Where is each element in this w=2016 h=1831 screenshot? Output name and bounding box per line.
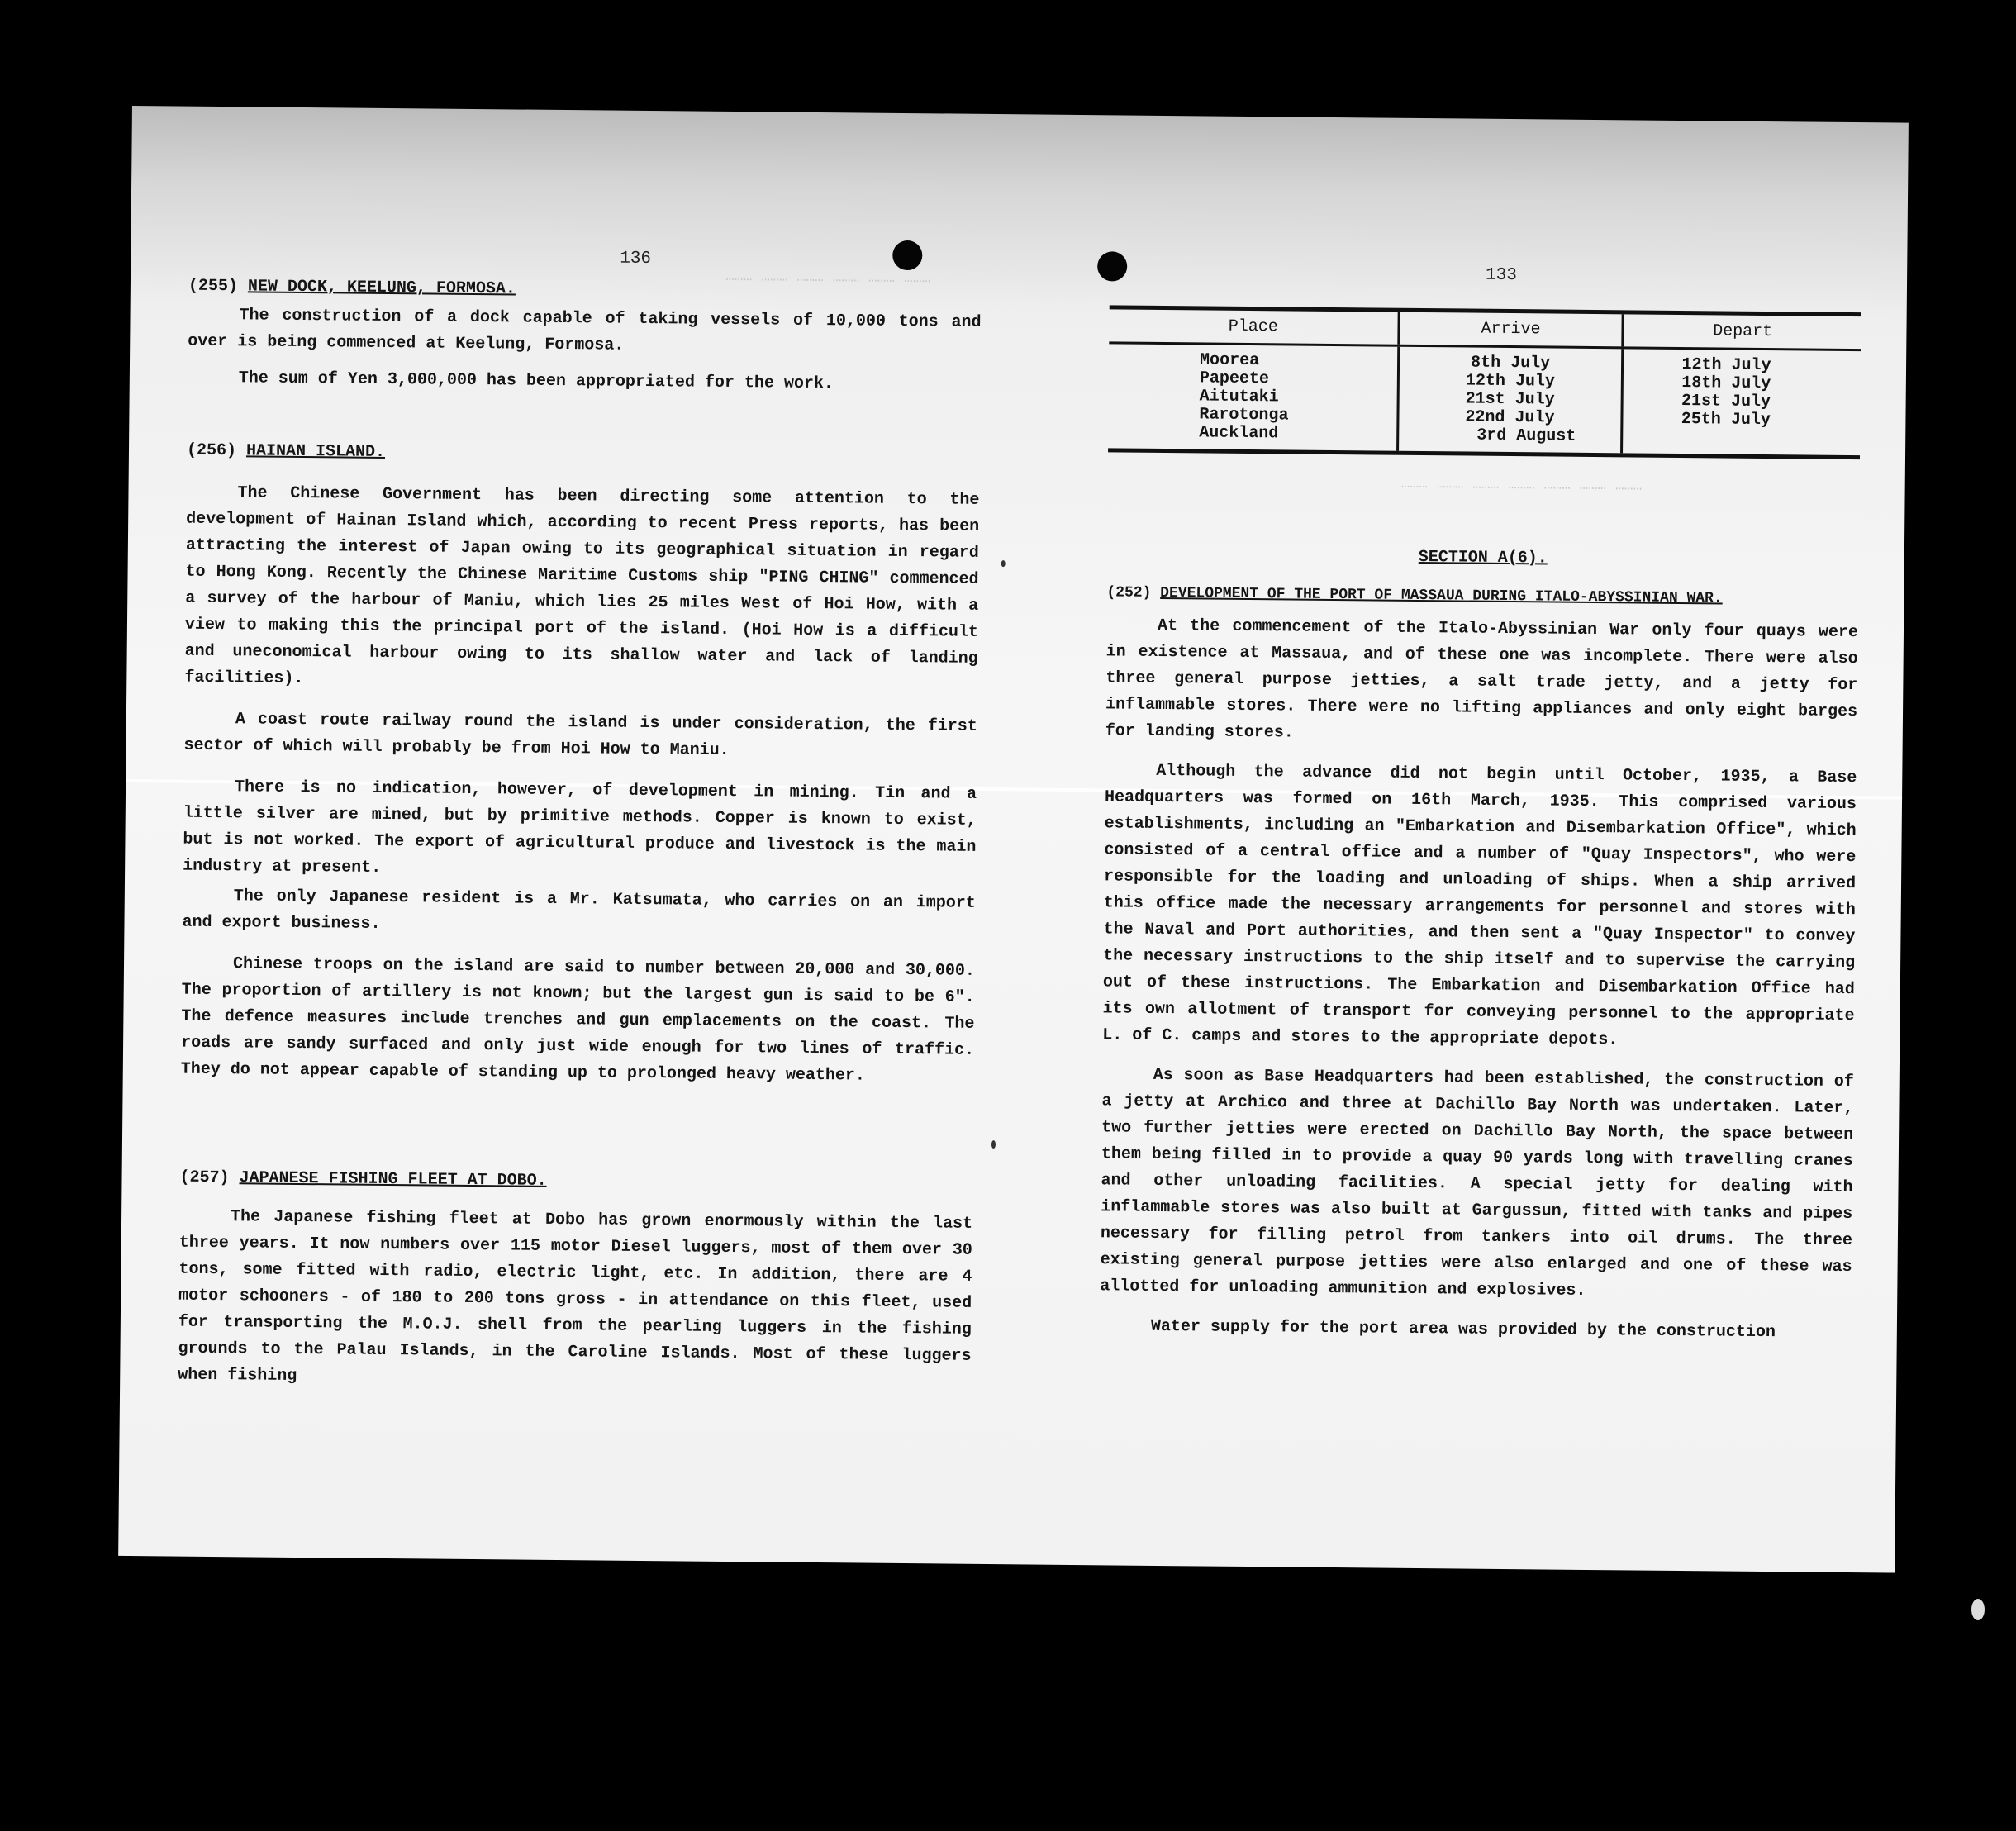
paragraph: There is no indication, however, of development in mining. Tin and a little silver are mined, but by primitive methods. Copper is known to exist, but is not worked. The export of agricultural produce and livestock is the main industry at present. (183, 778, 977, 877)
depart-cell: 25th July (1681, 410, 1771, 430)
schedule-table-wrap (1108, 305, 1861, 459)
paragraph: As soon as Base Headquarters had been established, the construction of a jetty at Archico and three at Dachillo Bay North was undertaken. Later, two further jetties were erected on Dachillo Bay North, the space between them being filled in to provide a quay 90 yards long with travelling cranes and other unloading facilities. A special jetty for dealing with inflammable stores was also built at Gargussun, fitted with tanks and pipes necessary for filling petrol from tankers into oil drums. The three existing general purpose jetties were also enlarged and one of these was allotted for unloading ammunition and explosives. (1100, 1065, 1854, 1301)
paragraph: The sum of Yen 3,000,000 has been appropriated for the work. (238, 369, 834, 394)
paragraph: At the commencement of the Italo-Abyssinian War only four quays were in existence at Massaua, and of these one was incomplete. There were also three general purpose jetties, a salt trade jetty, and a jetty for inflammable stores. There were no lifting appliances and only eight barges for landing stores. (1105, 616, 1859, 743)
section-label: SECTION A(6). (1418, 547, 1548, 568)
section-257 (178, 1168, 973, 1396)
section-number: (252) (1106, 584, 1152, 602)
binder-hole-right (1097, 251, 1127, 281)
section-number: (257) (179, 1168, 230, 1188)
section-255 (188, 277, 982, 399)
column-header-depart: Depart (1623, 312, 1861, 350)
place-cell: Rarotonga (1199, 405, 1289, 426)
arrive-cell: 3rd August (1476, 426, 1576, 446)
right-page (1100, 115, 1863, 1343)
paragraph: The only Japanese resident is a Mr. Katsumata, who carries on an import and export business. (182, 887, 976, 934)
place-column (1108, 343, 1398, 453)
document-sheet (118, 106, 1909, 1573)
section-heading (187, 441, 980, 468)
bleed-through-text: ……… ……… ……… ……… ……… ……… (725, 268, 931, 288)
depart-cell: 21st July (1681, 392, 1771, 412)
section-title: JAPANESE FISHING FLEET AT DOBO. (239, 1168, 547, 1191)
paragraph: The Chinese Government has been directing some attention to the development of Hainan Island which, according to recent Press reports, has been attracting the interest of Japan owing to its geographical situation in regard to Hong Kong. Recently the Chinese Maritime Customs ship "PING CHING" commenced a survey of the harbour of Maniu, which lies 25 miles West of Hoi How, with a view to making this the principal port of the island. (Hoi How is a difficult and uneconomical harbour owing to its shallow water and lack of landing facilities). (184, 483, 980, 689)
depart-cell: 18th July (1681, 373, 1771, 394)
bleed-through-text: ……… ……… ……… ……… ……… ……… ……… (1400, 475, 1643, 495)
column-header-place: Place (1109, 307, 1399, 345)
stray-mark (1001, 560, 1006, 567)
section-heading-a6 (1107, 545, 1859, 571)
paragraph: A coast route railway round the island is under consideration, the first sector of which will probably be from Hoi How to Maniu. (183, 710, 977, 760)
arrive-column (1397, 345, 1623, 455)
stray-mark (991, 1140, 996, 1149)
schedule-table (1108, 305, 1861, 459)
depart-cell: 12th July (1681, 355, 1771, 376)
section-number: (256) (186, 440, 237, 461)
section-number: (255) (188, 276, 239, 297)
depart-column (1622, 348, 1861, 458)
section-252 (1100, 584, 1859, 1347)
arrive-cell: 21st July (1465, 389, 1555, 410)
paragraph: Water supply for the port area was provided by the construction (1150, 1316, 1776, 1343)
place-cell: Auckland (1199, 423, 1279, 444)
section-title: DEVELOPMENT OF THE PORT OF MASSAUA DURING ITALO-ABYSSINIAN WAR. (1160, 584, 1723, 607)
place-cell: Aitutaki (1199, 387, 1279, 407)
section-heading (179, 1168, 972, 1195)
page-number: 133 (1485, 265, 1518, 286)
stray-mark (1971, 1599, 1985, 1620)
section-heading (1106, 584, 1858, 608)
section-title: NEW DOCK, KEELUNG, FORMOSA. (247, 277, 516, 299)
left-page (178, 107, 983, 1386)
arrive-cell: 12th July (1465, 371, 1556, 392)
paragraph: The construction of a dock capable of taking vessels of 10,000 tons and over is being commenced at Keelung, Formosa. (188, 306, 982, 355)
paragraph: Chinese troops on the island are said to number between 20,000 and 30,000. The proportion of artillery is not known; but the largest gun is said to be 6". The defence measures include trenches and gun emplacements on the coast. The roads are sandy surfaced and only just wide enough for two lines of traffic. They do not appear capable of standing up to prolonged heavy weather. (180, 954, 976, 1086)
section-title: HAINAN ISLAND. (245, 441, 386, 462)
arrive-cell: 22nd July (1465, 407, 1555, 428)
arrive-cell: 8th July (1470, 353, 1551, 373)
paragraph: Although the advance did not begin until October, 1935, a Base Headquarters was formed on 16th March, 1935. This comprised various establishments, including an "Embarkation and Disembarkation Office", which consisted of a central office and a number of "Quay Inspectors", who were responsible for the loading and unloading of ships. When a ship arrived this office made the necessary arrangements for personnel and stores with the Naval and Port authorities, and then sent a "Quay Inspector" to convey the necessary instructions to the ship itself and to supervise the carrying out of these instructions. The Embarkation and Disembarkation Office had its own allotment of transport for conveying personnel to the appropriate L. of C. camps and stores to the appropriate depots. (1102, 761, 1857, 1050)
section-256 (181, 441, 980, 1091)
page-number: 136 (620, 249, 652, 269)
paragraph: The Japanese fishing fleet at Dobo has grown enormously within the last three years. It now numbers over 115 motor Diesel luggers, most of them over 30 tons, some fitted with radio, electric light, etc. In addition, there are 4 motor schooners - of 180 to 200 tons gross - in attendance on this fleet, used for transporting the M.O.J. shell from the pearling luggers in the fishing grounds to the Palau Islands, in the Caroline Islands. Most of these luggers when fishing (178, 1207, 973, 1386)
place-cell: Papeete (1199, 369, 1270, 389)
place-cell: Moorea (1199, 350, 1260, 371)
column-header-arrive: Arrive (1398, 310, 1623, 348)
